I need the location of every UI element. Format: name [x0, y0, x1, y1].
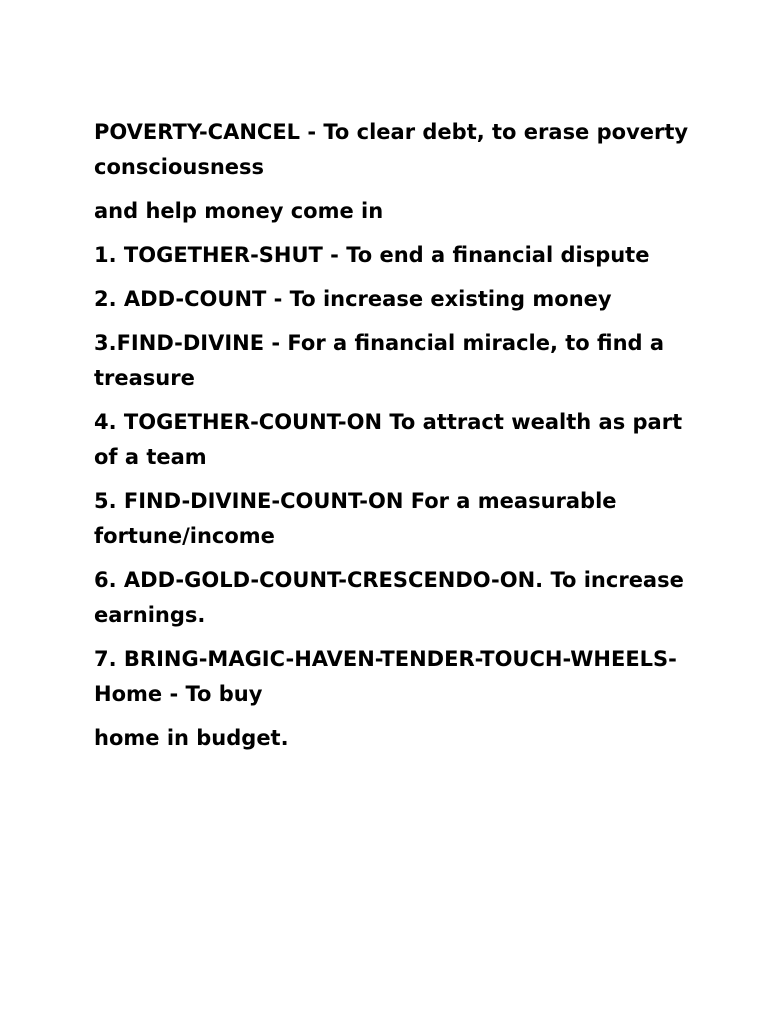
list-item-6: 6. ADD-GOLD-COUNT-CRESCENDO-ON. To increase earnings.	[94, 568, 684, 627]
document-body	[94, 115, 694, 765]
list-item-4: 4. TOGETHER-COUNT-ON To attract wealth as part of a team	[94, 410, 683, 469]
list-item-3: 3.FIND-DIVINE - For a financial miracle, to find a treasure	[94, 331, 665, 390]
list-item-2: 2. ADD-COUNT - To increase existing money	[94, 287, 612, 311]
list-item-5: 5. FIND-DIVINE-COUNT-ON For a measurable fortune/income	[94, 489, 617, 548]
list-item-7-continued: home in budget.	[94, 726, 289, 750]
list-item-1: 1. TOGETHER-SHUT - To end a financial dispute	[94, 243, 650, 267]
paragraph-intro: POVERTY-CANCEL - To clear debt, to erase poverty consciousness	[94, 120, 689, 179]
paragraph-intro-continued: and help money come in	[94, 199, 384, 223]
list-item-7: 7. BRING-MAGIC-HAVEN-TENDER-TOUCH-WHEELS-Home - To buy	[94, 647, 677, 706]
